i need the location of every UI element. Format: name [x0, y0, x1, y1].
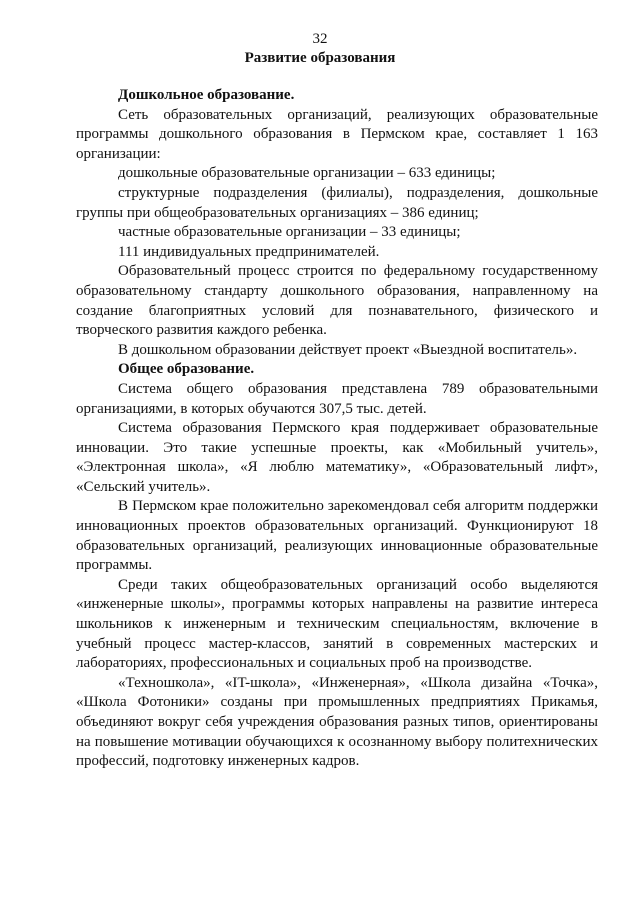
paragraph: Сеть образовательных организаций, реализующих образовательные программы дошкольного образования в Пермском крае, составляет 1 163 организации:: [76, 106, 598, 162]
paragraph: «Техношкола», «IT-школа», «Инженерная», «Школа дизайна «Точка», «Школа Фотоники» созданы при промышленных предприятиях Прикамья, объединяют вокруг себя учреждения образования разных типов, ориентированы на повышение мотивации обучающихся к осознанному выбору политехнических профессий, подготовку инженерных кадров.: [76, 674, 598, 770]
paragraph: Среди таких общеобразовательных организаций особо выделяются «инженерные школы», программы которых направлены на развитие интереса школьников к инженерным и техническим специальностям, включение в учебный процесс мастер-классов, занятий в современных мастерских и лабораториях, профессиональных и социальных проб на производстве.: [76, 576, 598, 672]
page-title: Развитие образования: [244, 50, 396, 66]
paragraph: Система образования Пермского края поддерживает образовательные инновации. Это такие успешные проекты, как «Мобильный учитель», «Электронная школа», «Я люблю математику», «Образовательный лифт», «Сельский учитель».: [76, 420, 598, 495]
list-item: 111 индивидуальных предпринимателей.: [118, 243, 380, 260]
body-text: [76, 86, 598, 772]
list-item: дошкольные образовательные организации – 633 единицы;: [118, 165, 496, 182]
list-item: частные образовательные организации – 33 единицы;: [118, 224, 461, 241]
page-number: 32: [312, 31, 328, 47]
paragraph: В Пермском крае положительно зарекомендовал себя алгоритм поддержки инновационных проектов образовательных организаций. Функционируют 18 образовательных организаций, реализующих инновационные образовательные программы.: [76, 498, 598, 574]
paragraph: Система общего образования представлена 789 образовательными организациями, в которых обучаются 307,5 тыс. детей.: [76, 380, 598, 417]
section-heading-general: Общее образование.: [118, 361, 255, 378]
list-item: структурные подразделения (филиалы), подразделения, дошкольные группы при общеобразовательных организациях – 386 единиц;: [76, 184, 598, 221]
paragraph: Образовательный процесс строится по федеральному государственному образовательному стандарту дошкольного образования, направленному на создание благоприятных условий для познавательного, физического и творческого развития каждого ребенка.: [76, 263, 598, 339]
section-heading-preschool: Дошкольное образование.: [118, 87, 295, 103]
paragraph: В дошкольном образовании действует проект «Выездной воспитатель».: [118, 341, 578, 358]
